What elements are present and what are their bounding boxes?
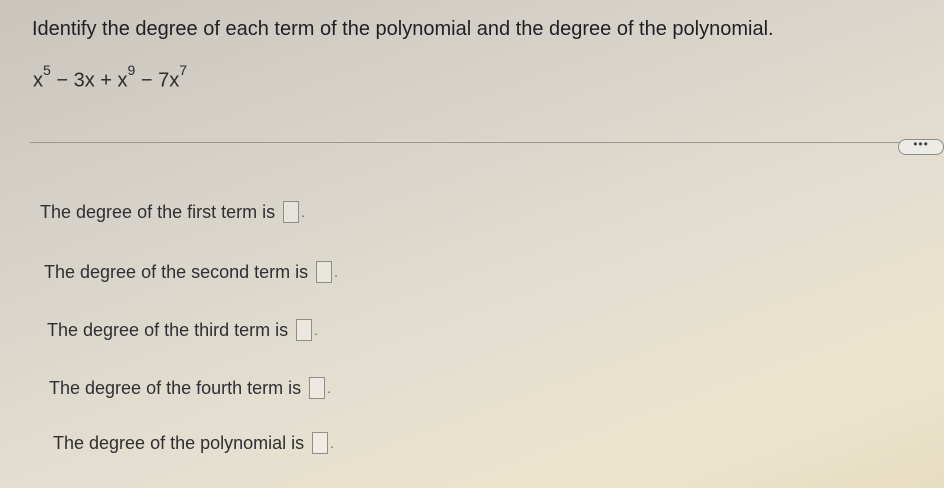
term-1-base: x — [33, 69, 43, 92]
term-4-exponent: 7 — [179, 62, 188, 78]
answer-period: . — [334, 264, 339, 280]
term-1-exponent: 5 — [43, 62, 51, 78]
polynomial-expression — [33, 62, 188, 93]
term-4-base: x — [169, 69, 180, 92]
answer-input-second-term[interactable] — [316, 261, 332, 283]
answer-label: The degree of the third term is — [47, 319, 289, 340]
answer-row-polynomial-degree — [53, 432, 334, 454]
answer-input-third-term[interactable] — [296, 319, 312, 341]
answer-input-fourth-term[interactable] — [309, 377, 325, 399]
term-3-base: x — [117, 69, 128, 92]
question-prompt: Identify the degree of each term of the polynomial and the degree of the polynomial. — [32, 18, 774, 40]
term-4-prefix: − 7 — [135, 69, 170, 92]
answer-period: . — [330, 435, 335, 451]
answer-row-fourth-term — [49, 377, 331, 399]
term-3-exponent: 9 — [127, 62, 136, 78]
answer-label: The degree of the fourth term is — [49, 377, 302, 398]
answer-period: . — [327, 380, 332, 396]
answer-input-polynomial-degree[interactable] — [312, 432, 328, 454]
answer-label: The degree of the polynomial is — [53, 432, 305, 453]
answer-label: The degree of the second term is — [44, 261, 309, 282]
answer-row-third-term — [47, 319, 318, 341]
answer-row-first-term — [40, 201, 305, 223]
answer-period: . — [301, 204, 305, 220]
answer-period: . — [314, 322, 319, 338]
answer-row-second-term — [44, 261, 338, 283]
answer-label: The degree of the first term is — [40, 201, 276, 222]
section-divider — [30, 142, 900, 143]
answer-input-first-term[interactable] — [283, 201, 299, 223]
more-options-button[interactable]: ••• — [898, 139, 944, 155]
term-2-prefix: − 3x + — [50, 69, 118, 92]
